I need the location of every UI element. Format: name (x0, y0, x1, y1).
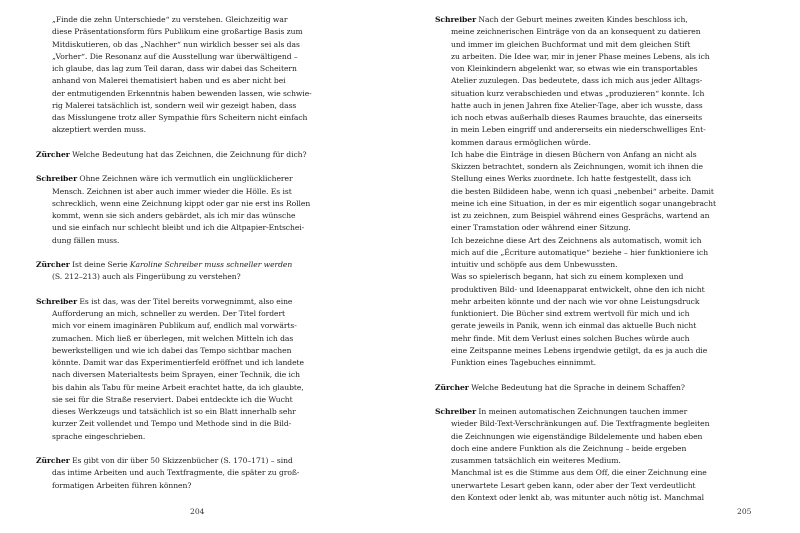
text-line (36, 296, 378, 308)
text-line (36, 222, 378, 234)
line-text: intuitiv und schöpfe aus dem Unbewussten. (451, 260, 618, 269)
line-text: zumachen. Mich ließ er überlegen, mit welchen Mitteln ich das (52, 333, 294, 343)
text-line (435, 112, 777, 124)
text-line (435, 382, 777, 394)
line-text: funktioniert. Die Bücher sind extrem wertvoll für mich und ich (451, 309, 690, 318)
text-line (36, 259, 378, 271)
text-line (36, 333, 378, 345)
text-line (36, 431, 378, 443)
speaker-name: Zürcher (36, 456, 70, 465)
text-line (36, 51, 378, 63)
text-line (36, 467, 378, 479)
line-text: dung fällen muss. (52, 235, 120, 245)
text-line (36, 63, 378, 75)
text-line (435, 480, 777, 492)
text-line (435, 455, 777, 467)
text-line (435, 26, 777, 38)
line-text: und immer im gleichen Buchformat und mit dem gleichen Stift (451, 39, 691, 49)
text-line (435, 14, 777, 26)
text-line (36, 39, 378, 51)
text-line (435, 431, 777, 443)
right-text-column (435, 14, 777, 504)
line-text: diese Präsentationsform fürs Publikum eine großartige Basis zum (52, 27, 303, 37)
text-line (435, 149, 777, 161)
line-text: ich glaube, das lag zum Teil daran, dass wir dabei das Scheitern (52, 64, 297, 73)
text-line (36, 100, 378, 112)
line-text: Es gibt von dir über 50 Skizzenbücher (S. 170–171) – sind (69, 456, 293, 465)
text-line (435, 418, 777, 430)
text-line (36, 418, 378, 430)
text-line (435, 75, 777, 87)
line-text: wieder Bild-Text-Verschränkungen auf. Die Textfragmente begleiten (451, 419, 710, 429)
text-line (435, 308, 777, 320)
line-text: bis dahin als Tabu für meine Arbeit erachtet hatte, da ich glaubte, (52, 382, 304, 392)
line-text: der entmutigenden Erkenntnis haben bewenden lassen, wie schwie- (52, 88, 312, 98)
line-text: In meinen automatischen Zeichnungen tauchen immer (476, 407, 688, 416)
line-text: Was so spielerisch begann, hat sich zu einem komplexen und (451, 272, 684, 282)
line-text: und sie einfach nur schlecht bleibt und ich die Altpapier-Entschei- (52, 223, 305, 233)
page-number-left: 204 (190, 507, 205, 516)
text-line (435, 357, 777, 369)
text-line (435, 173, 777, 185)
text-line (36, 382, 378, 394)
line-text: Welche Bedeutung hat die Sprache in deinem Schaffen? (468, 382, 685, 392)
line-text: die besten Bildideen habe, wenn ich quasi „nebenbei“ arbeite. Damit (451, 186, 714, 196)
line-text: kommen daraus ermöglichen würde. (451, 137, 591, 147)
line-text: anhand von Malerei thematisiert haben und es aber nicht bei (52, 76, 286, 86)
speaker-name: Zürcher (435, 382, 469, 392)
text-line (435, 320, 777, 332)
line-text: dieses Werkzeugs und tatsächlich ist so ein Blatt innerhalb sehr (52, 407, 296, 416)
text-line (435, 492, 777, 504)
text-line (36, 75, 378, 87)
line-text: Stellung eines Werks zuordnete. Ich hatte festgestellt, dass ich (451, 174, 691, 184)
line-text: ist zu zeichnen, zum Beispiel während eines Gesprächs, wartend an (451, 211, 710, 220)
line-text: das Misslungene trotz aller Sympathie fürs Scheitern nicht einfach (52, 113, 308, 122)
line-text: Mitdiskutieren, ob das „Nachher“ nun wirklich besser sei als das (52, 39, 300, 49)
line-text: Ohne Zeichnen wäre ich vermutlich ein unglücklicherer (77, 174, 293, 184)
line-text: Ich bezeichne diese Art des Zeichnens als automatisch, womit ich (451, 235, 702, 245)
line-text: Es ist das, was der Titel bereits vorwegnimmt, also eine (77, 296, 293, 306)
text-line (435, 198, 777, 210)
text-line (36, 271, 378, 283)
text-line (435, 406, 777, 418)
line-text: sprache eingeschrieben. (52, 431, 146, 441)
line-text: meine ich eine Situation, in der es mir eigentlich sogar unangebracht (451, 198, 716, 208)
line-text: situation kurz verabschieden und etwas „produzieren“ konnte. Ich (451, 88, 705, 98)
paragraph-gap (36, 247, 378, 259)
speaker-name: Schreiber (36, 296, 78, 306)
line-text: könnte. Damit war das Experimentierfeld eröffnet und ich landete (52, 358, 305, 367)
text-line (435, 161, 777, 173)
text-line (36, 88, 378, 100)
text-line (36, 394, 378, 406)
text-line (435, 247, 777, 259)
line-text: akzeptiert werden muss. (52, 125, 146, 135)
line-text: bewerkstelligen und wie ich dabei das Tempo sichtbar machen (52, 345, 292, 355)
line-text: „Vorher“. Die Resonanz auf die Ausstellung war überwältigend – (52, 51, 298, 61)
line-text: zusammen tatsächlich ein weiteres Medium. (451, 456, 621, 465)
line-text: Nach der Geburt meines zweiten Kindes beschloss ich, (476, 15, 688, 24)
text-line (435, 345, 777, 357)
line-text: einer Tramstation oder während einer Sitzung. (451, 223, 631, 233)
text-line (36, 186, 378, 198)
left-text-column (36, 14, 378, 492)
text-line (435, 100, 777, 112)
line-text: meine zeichnerischen Einträge von da an konsequent zu datieren (451, 27, 701, 37)
text-line (435, 124, 777, 136)
text-line (435, 296, 777, 308)
line-text: mehr arbeiten könnte und der nach wie vor ohne Leistungsdruck (451, 296, 700, 306)
line-text: formatigen Arbeiten führen können? (52, 480, 192, 490)
line-text: Welche Bedeutung hat das Zeichnen, die Zeichnung für dich? (69, 149, 307, 159)
text-line (36, 112, 378, 124)
line-text: gerate jeweils in Panik, wenn ich einmal das aktuelle Buch nicht (451, 321, 697, 331)
line-text: die Zeichnungen wie eigenständige Bildelemente und haben eben (451, 431, 703, 441)
line-text: Atelier zuzulegen. Das bedeutete, dass ich mich aus jeder Alltags- (451, 76, 703, 86)
line-text: „Finde die zehn Unterschiede“ zu verstehen. Gleichzeitig war (52, 15, 288, 24)
paragraph-gap (435, 369, 777, 381)
line-text: ich noch etwas außerhalb dieses Raumes brauchte, das einerseits (451, 113, 703, 122)
text-line (36, 173, 378, 185)
text-line (36, 308, 378, 320)
paragraph-gap (36, 161, 378, 173)
text-line (435, 186, 777, 198)
page-number-right: 205 (737, 507, 752, 516)
speaker-name: Schreiber (435, 15, 477, 24)
text-line (435, 333, 777, 345)
line-text: unerwartete Lesart geben kann, oder aber der Text verdeutlicht (451, 480, 696, 490)
text-line (435, 51, 777, 63)
paragraph-gap (36, 443, 378, 455)
text-line (36, 320, 378, 332)
line-text: Ist deine Serie (69, 260, 130, 269)
line-text: nach diversen Materialtests beim Sprayen, einer Technik, die ich (52, 370, 300, 380)
text-line (36, 406, 378, 418)
text-line (435, 88, 777, 100)
line-text: mehr finde. Mit dem Verlust eines solchen Buches würde auch (451, 333, 690, 343)
line-text: kurzer Zeit vollendet und Tempo und Methode sind in die Bild- (52, 419, 292, 429)
line-text: hatte auch in jenen Jahren fixe Atelier-Tage, aber ich wusste, dass (451, 100, 703, 110)
text-line (435, 284, 777, 296)
speaker-name: Zürcher (36, 149, 70, 159)
text-line (435, 271, 777, 283)
line-text: Ich habe die Einträge in diesen Büchern von Anfang an nicht als (451, 149, 697, 159)
line-text: Mensch. Zeichnen ist aber auch immer wieder die Hölle. Es ist (52, 186, 292, 196)
line-text: Manchmal ist es die Stimme aus dem Off, die einer Zeichnung eine (451, 468, 707, 478)
text-line (435, 137, 777, 149)
text-line (36, 14, 378, 26)
speaker-name: Schreiber (36, 174, 78, 184)
line-text: zu arbeiten. Die Idee war, mir in jener Phase meines Lebens, als ich (451, 51, 710, 61)
text-line (36, 149, 378, 161)
text-line (36, 345, 378, 357)
line-text: das intime Arbeiten und auch Textfragmente, die später zu groß- (52, 468, 300, 478)
text-line (435, 259, 777, 271)
speaker-name: Schreiber (435, 407, 477, 416)
line-text: produktiven Bild- und Ideenapparat entwickelt, ohne den ich nicht (451, 284, 705, 294)
text-line (435, 222, 777, 234)
text-line (36, 455, 378, 467)
paragraph-gap (36, 284, 378, 296)
line-text: den Kontext oder lenkt ab, was mitunter auch nötig ist. Manchmal (451, 492, 705, 502)
line-text: kommt, wenn sie sich anders gebärdet, als ich mir das wünsche (52, 211, 296, 220)
line-text: (S. 212–213) auch als Fingerübung zu verstehen? (52, 272, 241, 282)
line-text: Funktion eines Tagebuches einnimmt. (451, 358, 596, 367)
right-page (400, 0, 800, 533)
line-text: rig Malerei tatsächlich ist, sondern weil wir gezeigt haben, dass (52, 100, 297, 110)
line-text: eine Zeitspanne meines Lebens irgendwie getilgt, da es ja auch die (451, 345, 708, 355)
line-text: von Kleinkindern abgelenkt war, so etwas wie ein transportables (451, 64, 698, 73)
text-line (435, 235, 777, 247)
line-text: Skizzen betrachtet, sondern als Zeichnungen, womit ich ihnen die (451, 162, 703, 171)
text-line (435, 467, 777, 479)
text-line (36, 357, 378, 369)
text-line (36, 124, 378, 136)
line-text: schrecklich, wenn eine Zeichnung kippt oder gar nie erst ins Rollen (52, 198, 311, 208)
text-line (435, 210, 777, 222)
text-line (435, 63, 777, 75)
paragraph-gap (36, 137, 378, 149)
line-text: Aufforderung an mich, schneller zu werden. Der Titel fordert (52, 309, 286, 318)
speaker-name: Zürcher (36, 260, 70, 269)
text-line (435, 443, 777, 455)
line-text: mich vor einem imaginären Publikum auf, endlich mal vorwärts- (52, 321, 297, 331)
text-line (36, 198, 378, 210)
line-text: doch eine andere Funktion als die Zeichnung – beide ergeben (451, 443, 687, 453)
text-line (36, 480, 378, 492)
text-line (36, 369, 378, 381)
text-line (435, 39, 777, 51)
line-text: in mein Leben eingriff und andererseits ein niederschwelliges Ent- (451, 125, 706, 135)
italic-title: Karoline Schreiber muss schneller werden (129, 260, 293, 269)
paragraph-gap (435, 394, 777, 406)
text-line (36, 26, 378, 38)
line-text: sie sei für die Straße reserviert. Dabei entdeckte ich die Wucht (52, 394, 293, 404)
text-line (36, 235, 378, 247)
text-line (36, 210, 378, 222)
line-text: mich auf die „Écriture automatique“ beziehe – hier funktioniere ich (451, 247, 709, 257)
